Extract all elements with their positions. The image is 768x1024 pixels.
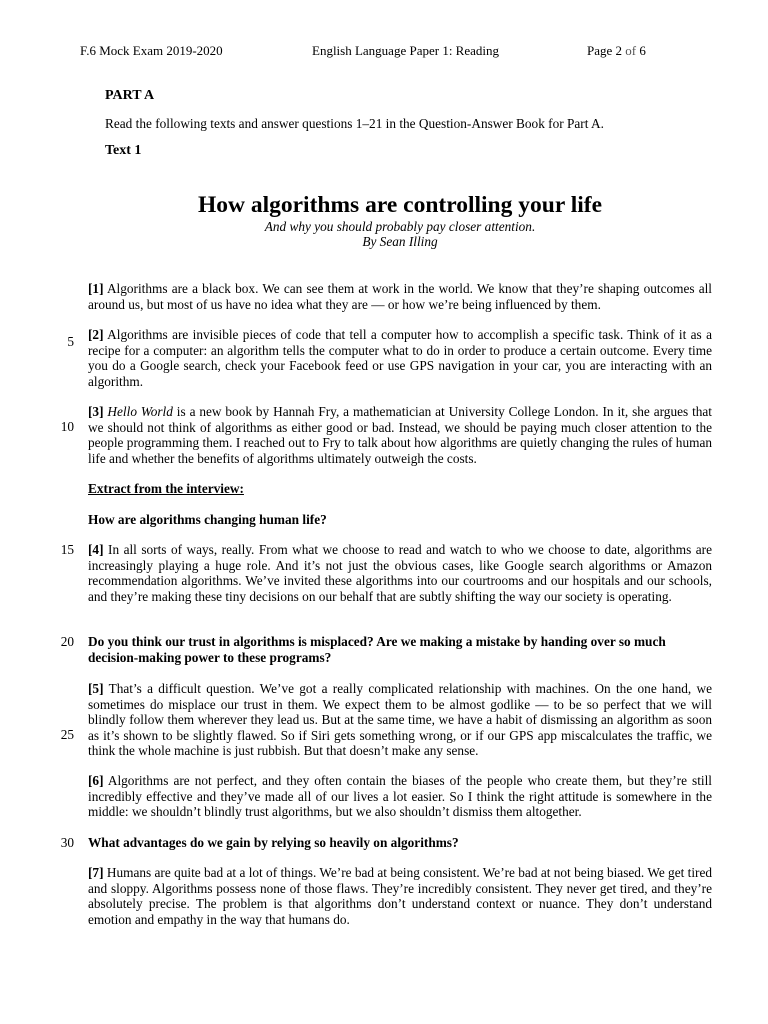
paragraph-7 bbox=[88, 865, 712, 927]
paragraph-3 bbox=[88, 404, 712, 466]
paragraph-number: [3] bbox=[88, 404, 104, 419]
article-byline: By Sean Illing bbox=[362, 234, 438, 249]
paragraph-number: [1] bbox=[88, 281, 104, 296]
exam-title: F.6 Mock Exam 2019-2020 bbox=[80, 43, 223, 58]
paragraph-text: Humans are quite bad at a lot of things. We’re bad at being consistent. We’re bad at not being biased. We get tired and sloppy. Algorithms possess none of those flaws. They’re incredibly consistent. They never get tired, and they’re absolutely precise. The problem is that algorithms don’t understand context or nuance. They don’t understand emotion and empathy in the way that humans do. bbox=[88, 865, 712, 927]
paragraph-text: Algorithms are not perfect, and they often contain the biases of the people who create them, but they’re still incredibly effective and they’ve made all of our lives a lot easier. So I think the right attitude is somewhere in the middle: we shouldn’t blindly trust algorithms, but we also shouldn’t dismiss them altogether. bbox=[88, 773, 712, 819]
line-number: 30 bbox=[60, 835, 74, 850]
page-of: of bbox=[625, 43, 637, 58]
paragraph-number: [7] bbox=[88, 865, 104, 880]
paragraph-text: Algorithms are invisible pieces of code that tell a computer how to accomplish a specific task. Think of it as a recipe for a computer: an algorithm tells the computer what to do in order to produce a certain outcome. Every time you do a Google search, check your Facebook feed or use GPS navigation in your car, you are interacting with an algorithm. bbox=[88, 327, 712, 389]
part-instruction: Read the following texts and answer questions 1–21 in the Question-Answer Book for Part A. bbox=[105, 116, 604, 131]
line-number: 5 bbox=[67, 334, 74, 349]
page-indicator bbox=[587, 43, 646, 59]
line-number: 20 bbox=[60, 634, 74, 649]
question-3: What advantages do we gain by relying so heavily on algorithms? bbox=[88, 835, 459, 850]
line-number: 15 bbox=[60, 542, 74, 557]
paragraph-1 bbox=[88, 281, 712, 312]
paragraph-6 bbox=[88, 773, 712, 820]
page-header bbox=[0, 43, 768, 63]
line-number: 10 bbox=[60, 419, 74, 434]
paper-title: English Language Paper 1: Reading bbox=[312, 43, 500, 58]
text-label: Text 1 bbox=[105, 143, 142, 158]
paragraph-text: Algorithms are a black box. We can see them at work in the world. We know that they’re shaping outcomes all around us, but most of us have no idea what they are — or how we’re being influenced by them. bbox=[88, 281, 712, 312]
paragraph-number: [4] bbox=[88, 542, 104, 557]
question-1: How are algorithms changing human life? bbox=[88, 512, 327, 527]
extract-heading: Extract from the interview: bbox=[88, 481, 244, 496]
book-title: Hello World bbox=[107, 404, 173, 419]
paragraph-text: In all sorts of ways, really. From what we choose to read and watch to who we choose to date, algorithms are increasingly playing a huge role. And it’s not just the obvious cases, like Google search algorithms or Amazon recommendation algorithms. We’ve invited these algorithms into our courtrooms and our hospitals and our schools, and they’re making these tiny decisions on our behalf that are subtly shifting the way our society is operating. bbox=[88, 542, 713, 604]
part-label: PART A bbox=[105, 88, 155, 103]
question-2: Do you think our trust in algorithms is misplaced? Are we making a mistake by handing over so much decision-making power to these programs? bbox=[88, 634, 666, 665]
article-subtitle: And why you should probably pay closer attention. bbox=[264, 219, 536, 234]
line-number: 25 bbox=[60, 727, 74, 742]
paragraph-number: [5] bbox=[88, 681, 104, 696]
paragraph-text: is a new book by Hannah Fry, a mathematician at University College London. In it, she argues that we should not think of algorithms as either good or bad. Instead, we should be paying much closer attention to the people programming them. I reached out to Fry to talk about how algorithms are quietly changing the rules of human life and whether the benefits of algorithms ultimately outweigh the costs. bbox=[88, 404, 713, 466]
page-total: 6 bbox=[639, 43, 646, 58]
page-number: 2 bbox=[615, 43, 623, 58]
paragraph-4 bbox=[88, 542, 712, 604]
paragraph-5 bbox=[88, 681, 712, 759]
page-prefix: Page bbox=[587, 43, 613, 58]
paragraph-number: [6] bbox=[88, 773, 104, 788]
paragraph-2 bbox=[88, 327, 712, 389]
article-title: How algorithms are controlling your life bbox=[197, 192, 603, 218]
paragraph-number: [2] bbox=[88, 327, 104, 342]
paragraph-text: That’s a difficult question. We’ve got a really complicated relationship with machines. On the one hand, we sometimes do misplace our trust in them. We expect them to be almost godlike — to be so perfect that we will blindly follow them wherever they lead us. But at the same time, we have a habit of dismissing an algorithm as soon as it’s shown to be slightly flawed. So if Siri gets something wrong, or if our GPS app miscalculates the traffic, we think the whole machine is just rubbish. But that doesn’t make any sense. bbox=[88, 681, 712, 758]
